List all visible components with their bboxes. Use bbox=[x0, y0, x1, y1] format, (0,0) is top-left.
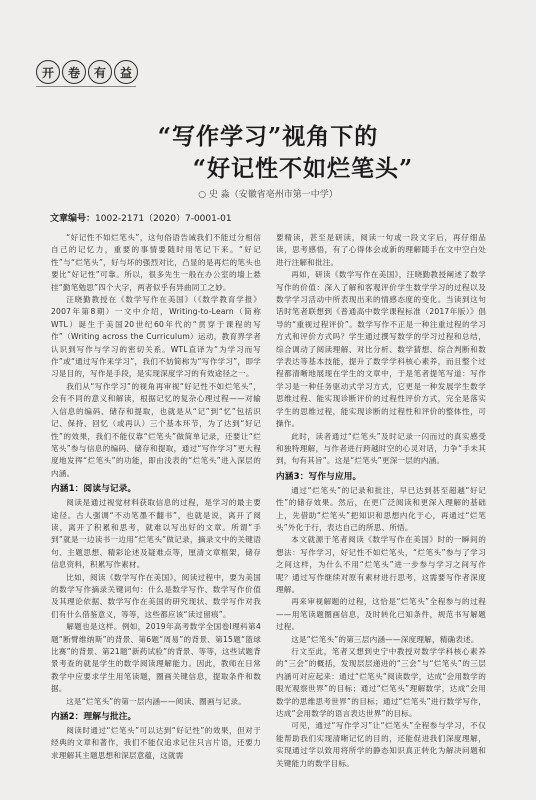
column-char: 开 bbox=[36, 60, 60, 84]
body-paragraph: 解题也是这样。例如，2019年高考数学全国卷Ⅰ理科第4题“断臂维纳斯”的背景、第6题“周易”的背景、第15题“篮球比赛”的背景、第21题“新药试验”的背景、等等，这些试题背景考查的就是学生的数学阅读理解能力。因此，教师在日常教学中应要求学生用笔读题，圈画关键信息，提取条件和数据。 bbox=[51, 622, 261, 694]
body-paragraph: 比如，阅读《数学写作在美国》，阅读过程中，要为美国的数学写作摘录关键词句：什么是数学写作、数学写作价值及其理论依据、数学写作在美国的研究现状、数学写作对我们有什么借鉴意义，等等，这些都应该“读过留痕”。 bbox=[51, 572, 261, 619]
body-paragraph: “好记性不如烂笔头”，这句俗语告诫我们不能过分相信自己的记忆力，重要的事情要随时用笔记下来。“好记性”与“烂笔头”，好与坏的强烈对比，凸显的是再烂的笔头也要比“好记性”可靠。所以，很多先生一般在办公室的墙上悬挂“勤笔勉思”四个大字，两者似乎有异曲同工之妙。 bbox=[51, 233, 261, 292]
body-column-right bbox=[276, 232, 486, 770]
body-paragraph: 此时，读者通过“烂笔头”及时记录一闪而过的真实感受和独特理解，与作者进行跨越时空的心灵对话，力争“手未其到，句有其旨”。这是“烂笔头”更深一层的内涵。 bbox=[276, 431, 486, 466]
article-title-line2: “好记性不如烂笔头” bbox=[192, 155, 414, 182]
body-paragraph: 再来审视解题的过程，这恰是“烂笔头”全程参与的过程——用笔读题圈画信息，及时转化已知条件，规范书写解题过程。 bbox=[276, 597, 486, 632]
body-paragraph: 阅读时通过“烂笔头”可以达到“好记性”的效果，但对于经典的文章和著作，我们不能仅追求记住只言片语，还要力求理解其主题思想和深层意蕴，这就需 bbox=[51, 726, 261, 760]
column-char: 益 bbox=[114, 60, 138, 84]
column-char: 有 bbox=[88, 60, 112, 84]
article-title-line1: “写作学习”视角下的 bbox=[157, 123, 379, 150]
article-number bbox=[50, 211, 232, 224]
section-heading: 内涵2：理解与批注。 bbox=[51, 712, 137, 723]
article-number-label: 文章编号： bbox=[50, 214, 96, 224]
body-paragraph: 可见，通过“写作学习”让“烂笔头”全程参与学习，不仅能帮助我们实现清晰记忆的目的，还能促进我们深度理解，实现通过学以致用将所学的静态知识真正转化为解决问题和关键能力的数学目标。 bbox=[276, 721, 486, 768]
body-paragraph: 本文就源于笔者阅读《数学写作在美国》时的一瞬间的想法：写作学习，好记性不如烂笔头，“烂笔头”参与了学习之间这样，为什么不用“烂笔头”进一步参与学习之间写作呢？通过写作继续对原有素材进行思考，这需要写作者深度理解。 bbox=[276, 535, 486, 594]
column-char: 卷 bbox=[62, 60, 86, 84]
author-byline: ○ 史 淼（安徽省亳州市第一中学） bbox=[198, 190, 338, 200]
body-paragraph: 汪晓勤教授在《数学写作在美国》（《数学教育学报》2007年第8期）一文中介绍，Writing-to-Learn（简称WTL）诞生于美国20世纪60年代的“贯穿于课程的写作”（Writing across the Curriculum）运动，教育界学者认识到写作与学习的密切关系。WTL直译为“为学习而写作”或“通过写作来学习”，我们不妨简称为“写作学习”，即学习是目的，写作是手段，是实现深度学习的有效途径之一。 bbox=[51, 295, 261, 379]
body-paragraph: 这是“烂笔头”的第一层内涵——阅读、圈画与记录。 bbox=[66, 696, 246, 706]
column-divider bbox=[36, 86, 136, 87]
body-paragraph: 要精读，甚至是研读，阅读一句或一段文字后，再仔细品读，思考感悟，有了心得体会或新的理解随手在文中空白处进行注解和批注。 bbox=[276, 233, 486, 267]
body-paragraph: 我们从“写作学习”的视角再审视“好记性不如烂笔头”，会有不同的意义和解读，根据记忆的复杂心理过程——对输入信息的编码、储存和提取，也就是从“记”到“忆”包括识记、保持、回忆（或再认）三个基本环节，为了达到“好记性”的效果，我们不能仅靠“烂笔头”做简单记录，还要让“烂笔头”参与信息的编码、储存和提取，通过“写作学习”更大程度地发挥“烂笔头”的功能，即由浅表的“烂笔头”进入深层的内涵。 bbox=[51, 381, 261, 478]
section-heading: 内涵3：写作与应用。 bbox=[276, 471, 362, 482]
section-heading: 内涵1：阅读与记录。 bbox=[51, 484, 137, 495]
body-paragraph: 阅读是通过视觉材料获取信息的过程，是学习的最主要途径。古人强调“不动笔墨不翻书”，也就是说，离开了阅读，离开了积累和思考，就难以写出好的文章。所谓“手到”就是一边读书一边用“烂笔头”做记录，摘录文中的关键语句、主题思想、精彩论述及疑难点等，厘清文章框架，储存信息资料，积累写作素材。 bbox=[51, 498, 261, 570]
body-paragraph: 行文至此，笔者又想到史宁中教授对数学学科核心素养的“三会”的概括，发现层层递进的“三会”与“烂笔头”的三层内涵可对应起来：通过“烂笔头”阅读数学，达成“会用数学的眼光观察世界”的目标；通过“烂笔头”理解数学，达成“会用数学的思维思考世界”的目标；通过“烂笔头”进行数学写作，达成“会用数学的语言表达世界”的目标。 bbox=[276, 647, 486, 719]
body-paragraph: 再如，研读《数学写作在美国》，汪晓勤教授阐述了数学写作的价值：深入了解和客观评价学生数学学习的过程以及数学学习活动中所表现出来的情感态度的变化。当读到这句话时笔者联想到《普通高中数学课程标准（2017年版）》倡导的“重视过程评价”。数学写作不正是一种注重过程的学习方式和评价方式吗？学生通过撰写数学的学习过程和总结，综合调动了阅读理解、对比分析、数学猜想、综合判断和数学表达等基本技能，提升了数学学科核心素养，而且整个过程都清晰地展现在学生的文章中，于是笔者提笔写道：写作学习是一种任务驱动式学习方式，它更是一种发展学生数学思维过程、能实现诊断评价的过程性评价方式，完全是落实学生的思维过程，能实现诊断的过程性和评价的整体性，可操作。 bbox=[276, 270, 486, 429]
body-paragraph: 这是“烂笔头”的第三层内涵——深度理解，精确表述。 bbox=[291, 634, 479, 644]
article-number-value: 1002-2171（2020）7-0001-01 bbox=[95, 214, 232, 224]
column-name-badge bbox=[36, 60, 138, 84]
body-paragraph: 通过“烂笔头”的记录和批注，早已达到甚至超越“好记性”的储存效果。然后，在更广泛阅读和更深入理解的基础上，先借助“烂笔头”把知识和思想内化于心，再通过“烂笔头”外化于行，表达自己的所思、所悟。 bbox=[276, 485, 486, 532]
body-column-left bbox=[51, 232, 261, 762]
